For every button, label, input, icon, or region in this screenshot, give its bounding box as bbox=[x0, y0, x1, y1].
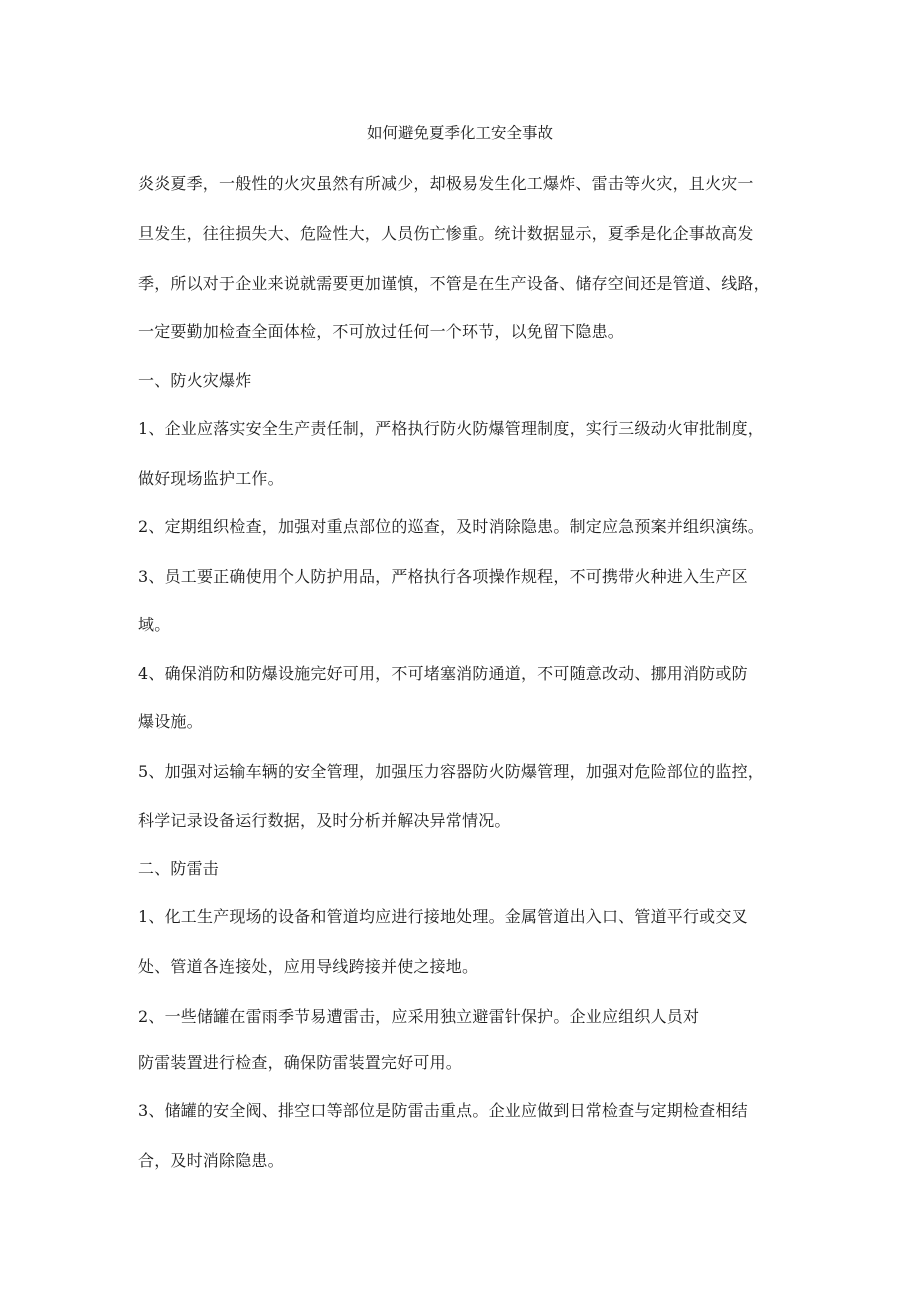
paragraph-line: 爆设施。 bbox=[138, 712, 203, 731]
paragraph-line: 5、加强对运输车辆的安全管理，加强压力容器防火防爆管理，加强对危险部位的监控， bbox=[138, 762, 764, 781]
paragraph-line: 合，及时消除隐患。 bbox=[138, 1151, 284, 1170]
paragraph-line: 防雷装置进行检查，确保防雷装置完好可用。 bbox=[138, 1053, 463, 1072]
document-title: 如何避免夏季化工安全事故 bbox=[366, 124, 553, 142]
section-heading: 二、防雷击 bbox=[138, 859, 220, 878]
paragraph-line: 域。 bbox=[138, 615, 171, 634]
paragraph-line: 一定要勤加检查全面体检，不可放过任何一个环节，以免留下隐患。 bbox=[138, 322, 625, 341]
paragraph-line: 处、管道各连接处，应用导线跨接并使之接地。 bbox=[138, 957, 479, 976]
paragraph-line: 旦发生，往往损失大、危险性大，人员伤亡惨重。统计数据显示，夏季是化企事故高发 bbox=[138, 224, 754, 243]
paragraph-line: 科学记录设备运行数据，及时分析并解决异常情况。 bbox=[138, 811, 511, 830]
paragraph-line: 3、储罐的安全阀、排空口等部位是防雷击重点。企业应做到日常检查与定期检查相结 bbox=[138, 1101, 748, 1120]
paragraph-line: 2、定期组织检查，加强对重点部位的巡查，及时消除隐患。制定应急预案并组织演练。 bbox=[138, 517, 764, 536]
paragraph-line: 3、员工要正确使用个人防护用品，严格执行各项操作规程，不可携带火种进入生产区 bbox=[138, 567, 748, 586]
paragraph-line: 季，所以对于企业来说就需要更加谨慎，不管是在生产设备、储存空间还是管道、线路， bbox=[138, 274, 770, 293]
paragraph-line: 做好现场监护工作。 bbox=[138, 469, 284, 488]
paragraph-line: 1、企业应落实安全生产责任制，严格执行防火防爆管理制度，实行三级动火审批制度， bbox=[138, 419, 764, 438]
paragraph-line: 2、一些储罐在雷雨季节易遭雷击，应采用独立避雷针保护。企业应组织人员对 bbox=[138, 1007, 700, 1026]
paragraph-line: 炎炎夏季，一般性的火灾虽然有所减少，却极易发生化工爆炸、雷击等火灾，且火灾一 bbox=[138, 174, 754, 193]
section-heading: 一、防火灾爆炸 bbox=[138, 371, 252, 390]
paragraph-line: 1、化工生产现场的设备和管道均应进行接地处理。金属管道出入口、管道平行或交叉 bbox=[138, 907, 748, 926]
paragraph-line: 4、确保消防和防爆设施完好可用，不可堵塞消防通道，不可随意改动、挪用消防或防 bbox=[138, 664, 748, 683]
